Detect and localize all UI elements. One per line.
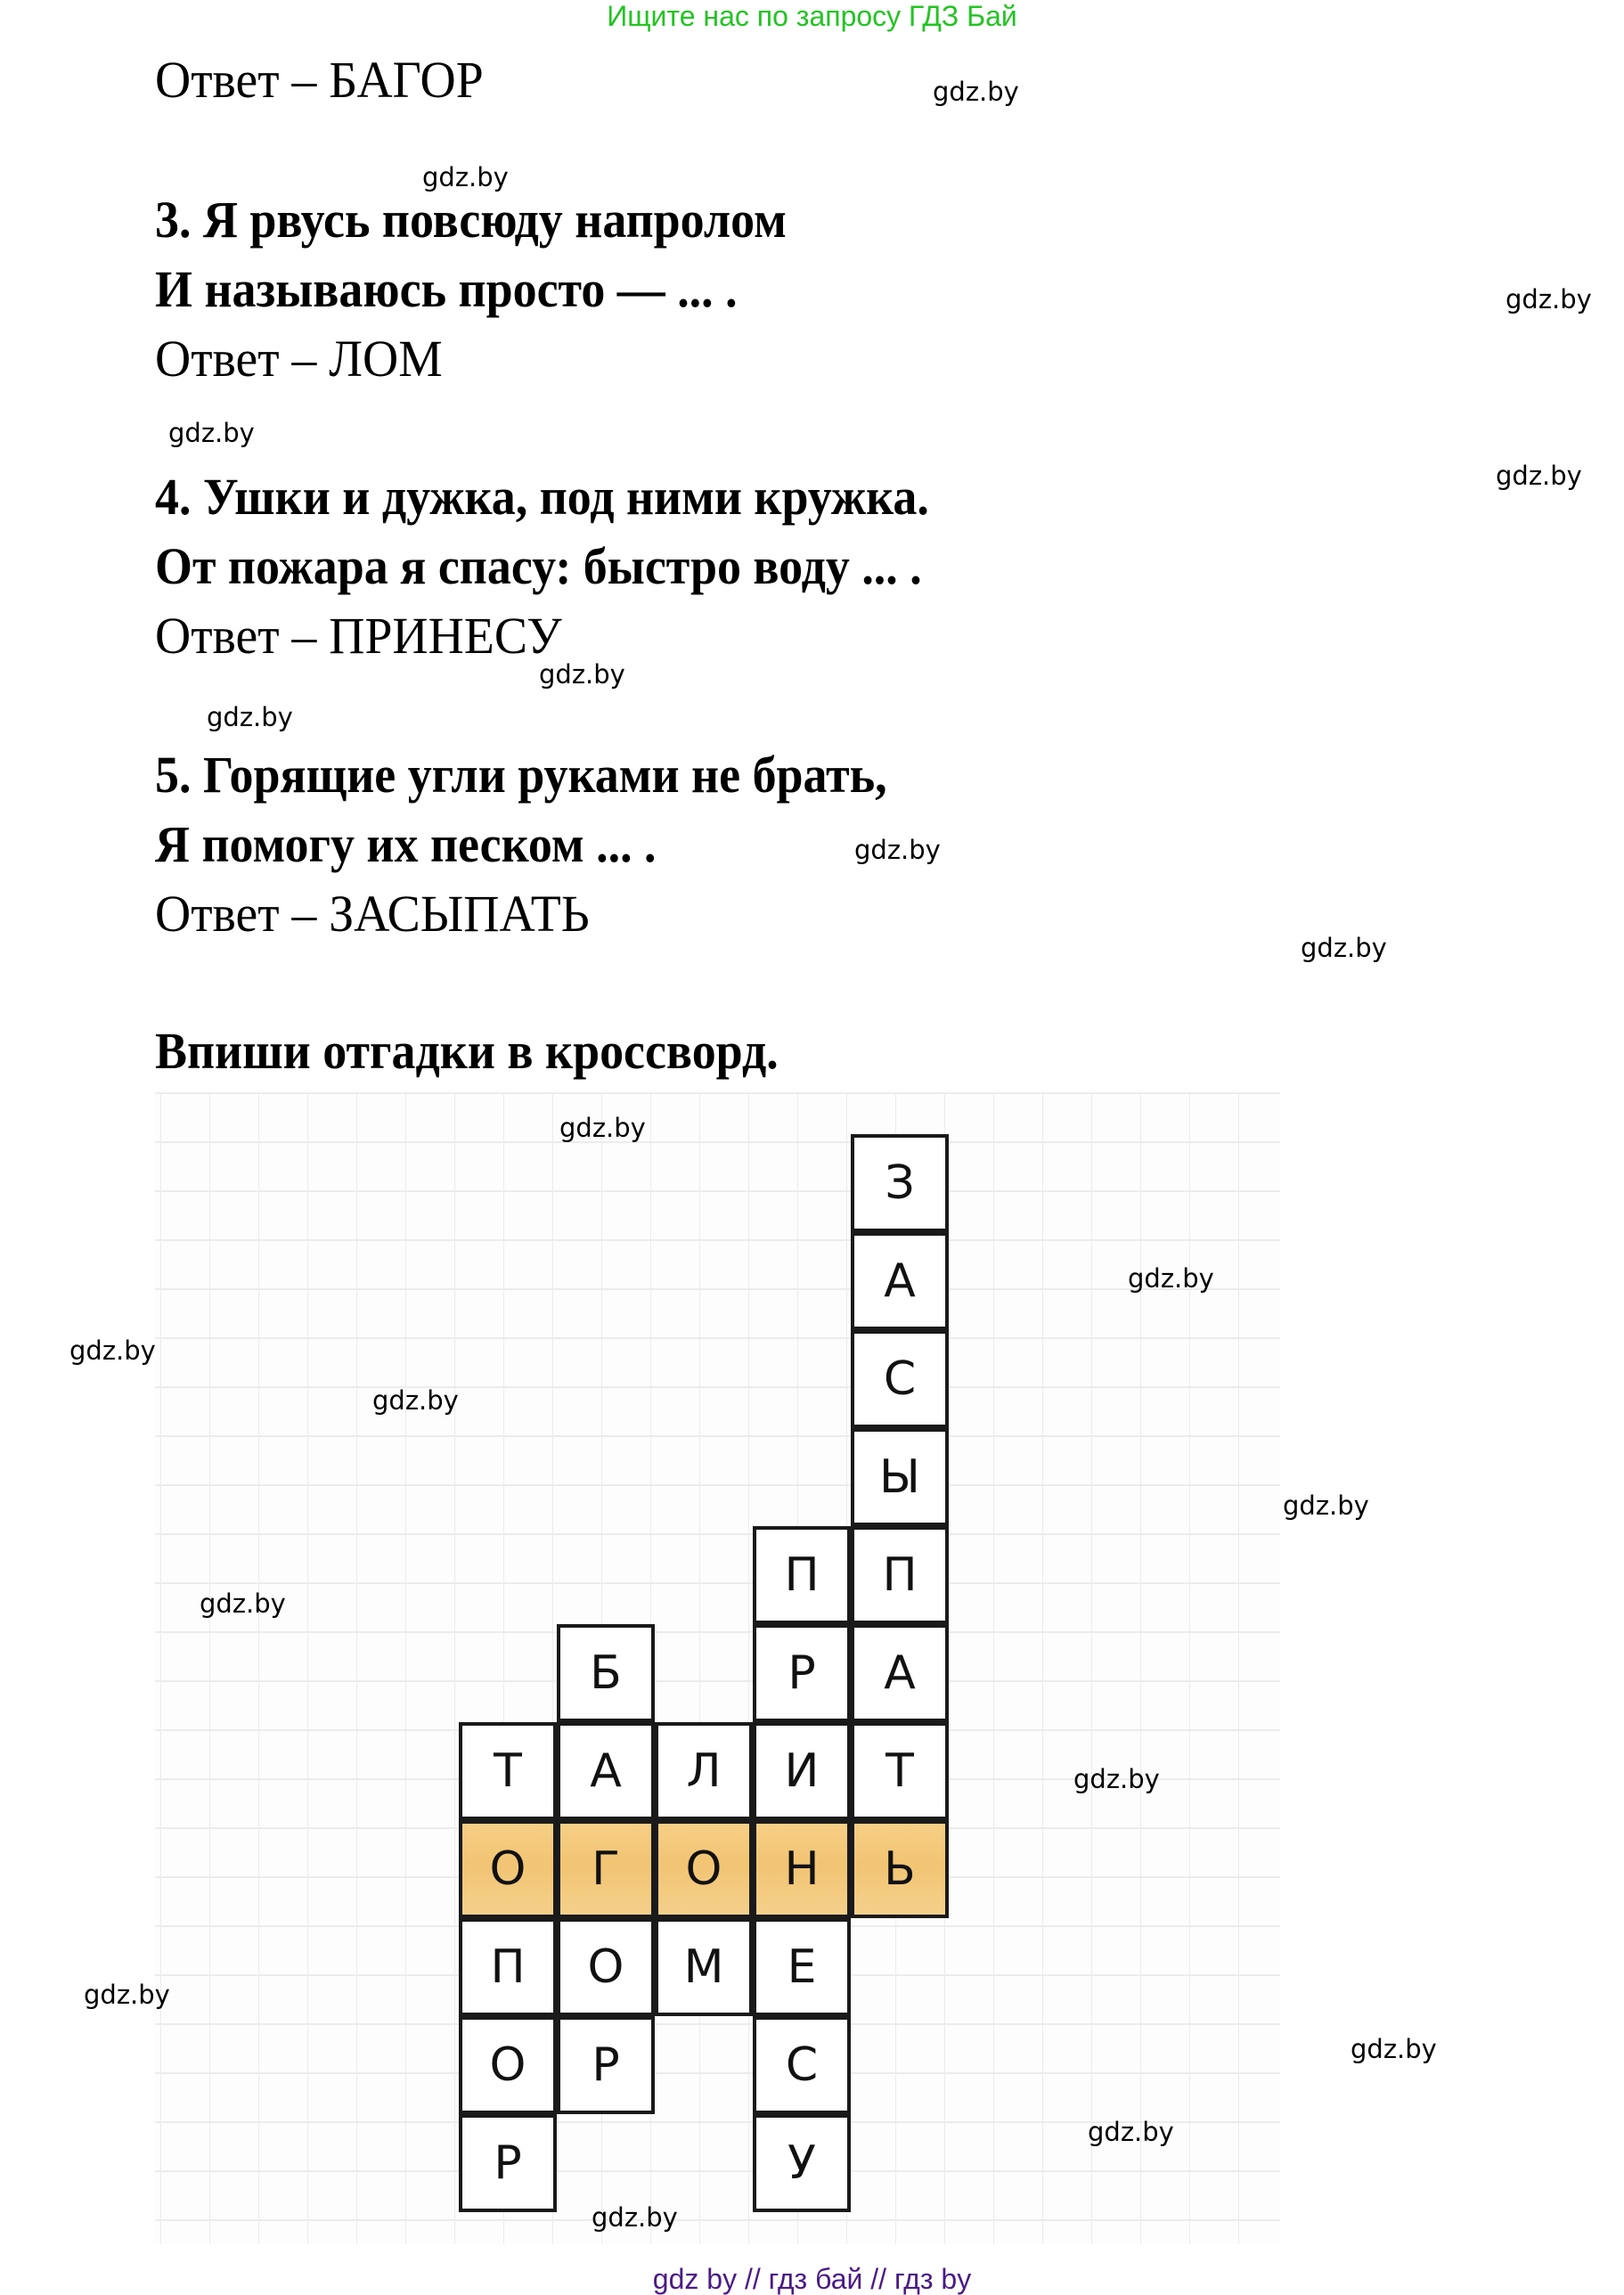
watermark: gdz.by bbox=[592, 2202, 678, 2233]
watermark: gdz.by bbox=[422, 162, 509, 192]
watermark: gdz.by bbox=[1506, 284, 1592, 314]
crossword-keyword-cell: Ь bbox=[851, 1820, 949, 1918]
crossword-cell: М bbox=[655, 1918, 753, 2016]
crossword-cell: П bbox=[459, 1918, 557, 2016]
watermark: gdz.by bbox=[1351, 2034, 1437, 2064]
riddle-5-line-1: 5. Горящие угли руками не брать, bbox=[155, 746, 887, 804]
crossword-cell: Ы bbox=[851, 1428, 949, 1526]
watermark: gdz.by bbox=[854, 835, 941, 865]
crossword-keyword-cell: Г bbox=[557, 1820, 655, 1918]
crossword-cell: Р bbox=[459, 2114, 557, 2212]
watermark: gdz.by bbox=[84, 1980, 170, 2010]
crossword-grid bbox=[459, 1134, 953, 2217]
footer-site-links: gdz by // гдз бай // гдз by bbox=[652, 2263, 972, 2295]
watermark: gdz.by bbox=[168, 418, 255, 448]
crossword-keyword-cell: О bbox=[655, 1820, 753, 1918]
crossword-cell: П bbox=[851, 1526, 949, 1624]
crossword-cell: П bbox=[753, 1526, 851, 1624]
crossword-cell: Б bbox=[557, 1624, 655, 1722]
watermark: gdz.by bbox=[933, 77, 1019, 107]
crossword-keyword-cell: Н bbox=[753, 1820, 851, 1918]
crossword-cell: Р bbox=[753, 1624, 851, 1722]
crossword-cell: А bbox=[851, 1232, 949, 1330]
watermark: gdz.by bbox=[1496, 461, 1582, 491]
crossword-cell: Т bbox=[851, 1722, 949, 1820]
riddle-4-line-2: От пожара я спасу: быстро воду ... . bbox=[155, 537, 922, 595]
crossword-cell: А bbox=[557, 1722, 655, 1820]
crossword-cell: Р bbox=[557, 2016, 655, 2114]
answer-riddle-2: Ответ – БАГОР bbox=[155, 51, 484, 109]
crossword-cell: Е bbox=[753, 1918, 851, 2016]
crossword-cell: З bbox=[851, 1134, 949, 1232]
crossword-keyword-cell: О bbox=[459, 1820, 557, 1918]
watermark: gdz.by bbox=[559, 1113, 646, 1143]
crossword-cell: О bbox=[557, 1918, 655, 2016]
watermark: gdz.by bbox=[1073, 1764, 1160, 1794]
crossword-task-heading: Впиши отгадки в кроссворд. bbox=[155, 1022, 779, 1080]
crossword-cell: А bbox=[851, 1624, 949, 1722]
crossword-cell: С bbox=[753, 2016, 851, 2114]
watermark: gdz.by bbox=[1283, 1491, 1369, 1521]
watermark: gdz.by bbox=[69, 1335, 156, 1366]
answer-riddle-4: Ответ – ПРИНЕСУ bbox=[155, 607, 562, 665]
watermark: gdz.by bbox=[372, 1385, 459, 1416]
watermark: gdz.by bbox=[1128, 1263, 1214, 1294]
crossword-cell: О bbox=[459, 2016, 557, 2114]
crossword-cell: С bbox=[851, 1330, 949, 1428]
crossword-cell: У bbox=[753, 2114, 851, 2212]
crossword-cell: Л bbox=[655, 1722, 753, 1820]
watermark: gdz.by bbox=[1088, 2117, 1174, 2147]
watermark: gdz.by bbox=[207, 702, 293, 732]
watermark: gdz.by bbox=[1301, 933, 1387, 963]
riddle-4-line-1: 4. Ушки и дужка, под ними кружка. bbox=[155, 468, 929, 526]
riddle-5-line-2: Я помогу их песком ... . bbox=[155, 815, 657, 873]
watermark: gdz.by bbox=[539, 659, 625, 690]
crossword-cell: И bbox=[753, 1722, 851, 1820]
riddle-3-line-2: И называюсь просто — ... . bbox=[155, 260, 738, 318]
answer-riddle-3: Ответ – ЛОМ bbox=[155, 330, 443, 388]
riddle-3-line-1: 3. Я рвусь повсюду напролом bbox=[155, 191, 787, 249]
search-hint-banner: Ищите нас по запросу ГДЗ Бай bbox=[607, 0, 1017, 32]
answer-riddle-5: Ответ – ЗАСЫПАТЬ bbox=[155, 885, 590, 943]
crossword-cell: Т bbox=[459, 1722, 557, 1820]
watermark: gdz.by bbox=[200, 1589, 286, 1619]
